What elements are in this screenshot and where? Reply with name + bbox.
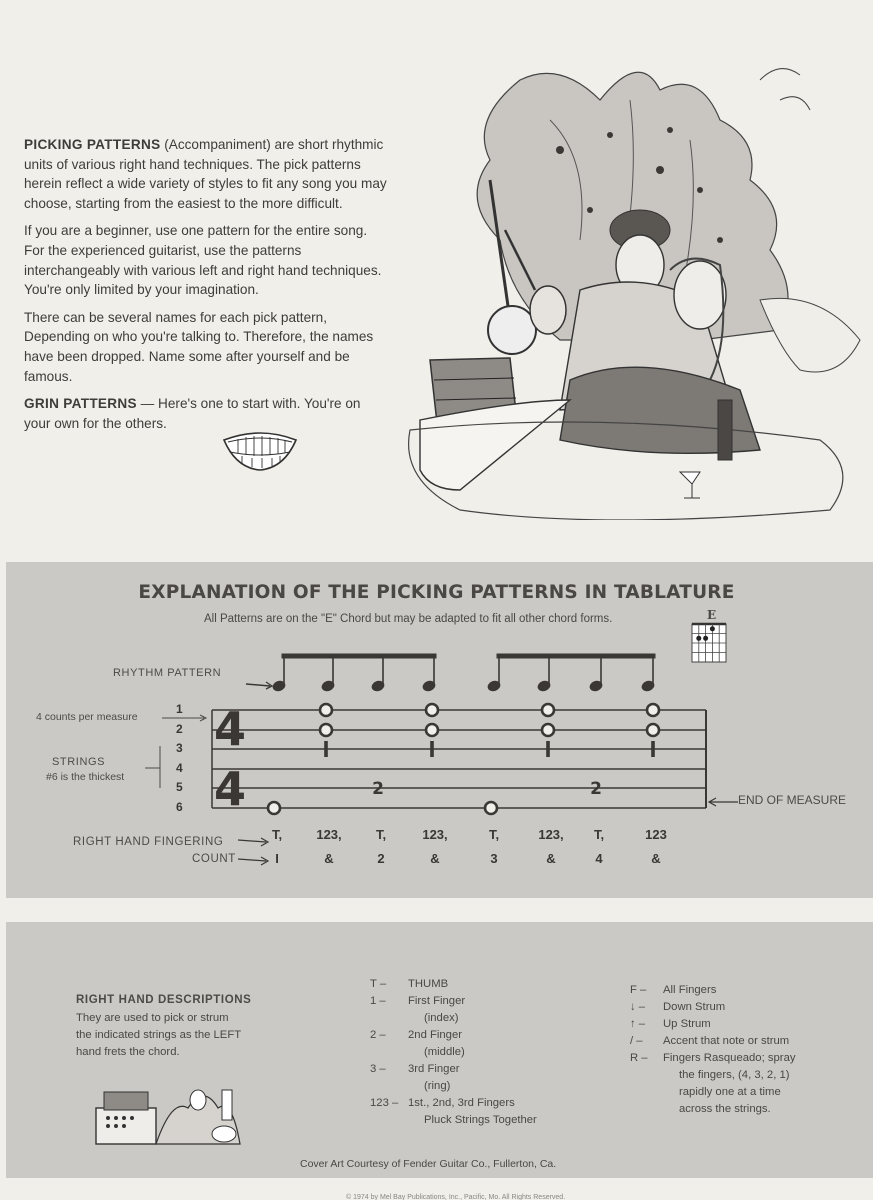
legend-value: THUMB: [408, 978, 449, 990]
count-mark: 3: [490, 851, 498, 866]
counts-per-measure-label: 4 counts per measure: [36, 711, 138, 723]
cover-art-credit: Cover Art Courtesy of Fender Guitar Co., Fullerton, Ca.: [300, 1158, 557, 1170]
grin-patterns-text: — Here's one to start with. You're on your own for the others.: [24, 396, 361, 431]
legend-value: First Finger: [408, 995, 466, 1007]
end-of-measure-arrow: [706, 796, 740, 808]
string-number: 6: [176, 800, 183, 814]
legend-value: across the strings.: [679, 1103, 771, 1115]
fingering-mark: T,: [593, 827, 605, 842]
legend-key: 2 –: [370, 1029, 386, 1041]
legend-key: 123 –: [370, 1097, 399, 1109]
fingering-mark: T,: [271, 827, 283, 842]
open-string-note: [647, 704, 659, 716]
count-mark: &: [651, 851, 661, 866]
thickest-string-label: #6 is the thickest: [46, 771, 125, 783]
open-string-note: [546, 741, 550, 757]
right-hand-fingering-label: RIGHT HAND FINGERING: [73, 836, 224, 848]
count-mark: &: [324, 851, 334, 866]
open-string-note: [426, 704, 438, 716]
grin-patterns-heading: GRIN PATTERNS: [24, 396, 137, 412]
open-string-note: [430, 741, 434, 757]
legend-key: F –: [630, 984, 647, 996]
count-mark: &: [430, 851, 440, 866]
open-string-note: [542, 704, 554, 716]
description-line: hand frets the chord.: [76, 1046, 180, 1058]
count-mark: 2: [377, 851, 385, 866]
time-signature-top: 4: [214, 702, 247, 756]
legend-key: 3 –: [370, 1063, 386, 1075]
fingering-mark: T,: [488, 827, 500, 842]
description-line: the indicated strings as the LEFT: [76, 1029, 242, 1041]
string-number: 1: [176, 702, 183, 716]
description-line: They are used to pick or strum: [76, 1012, 229, 1024]
intro-paragraph-3: There can be several names for each pick pattern, Depending on who you're talking to. Therefore, the names have been dropped. Name some after yourself and be famous.: [24, 309, 374, 384]
rhythm-pattern-label: RHYTHM PATTERN: [113, 667, 222, 679]
legend-key: R –: [630, 1052, 648, 1064]
right-hand-descriptions-text: [76, 1010, 241, 1061]
legend-value: 2nd Finger: [408, 1029, 463, 1041]
fingering-mark: 123: [645, 827, 667, 842]
legend-value: All Fingers: [663, 984, 717, 996]
fret-number: 2: [590, 779, 602, 799]
legend-key: T –: [370, 978, 387, 990]
copyright-text: © 1974 by Mel Bay Publications, Inc., Pacific, Mo. All Rights Reserved.: [346, 1194, 566, 1200]
string-number: 5: [176, 780, 183, 794]
legend-value: (middle): [424, 1046, 465, 1058]
string-number: 3: [176, 741, 183, 755]
strings-label: STRINGS: [52, 756, 106, 768]
open-string-note: [651, 741, 655, 757]
right-hand-descriptions-heading: RIGHT HAND DESCRIPTIONS: [76, 994, 252, 1006]
fingering-mark: 123,: [422, 827, 448, 842]
string-number: 2: [176, 722, 183, 736]
count-label: COUNT: [192, 853, 236, 865]
legend-key: / –: [630, 1035, 643, 1047]
fret-number: 2: [372, 779, 384, 799]
open-string-note: [647, 724, 659, 736]
legend-key: ↑ –: [630, 1018, 646, 1030]
legend-key: 1 –: [370, 995, 386, 1007]
legend-value: Up Strum: [663, 1018, 711, 1030]
legend-value: (index): [424, 1012, 459, 1024]
legend-value: the fingers, (4, 3, 2, 1): [679, 1069, 790, 1081]
open-string-note: [426, 724, 438, 736]
fingering-mark: 123,: [538, 827, 564, 842]
legend-value: Down Strum: [663, 1001, 726, 1013]
legend-value: Fingers Rasqueado; spray: [663, 1052, 796, 1064]
string-number: 4: [176, 761, 183, 775]
legend-value: Accent that note or strum: [663, 1035, 790, 1047]
count-mark: I: [275, 851, 279, 866]
open-string-note: [320, 704, 332, 716]
count-mark: 4: [595, 851, 603, 866]
legend-value: 1st., 2nd, 3rd Fingers: [408, 1097, 515, 1109]
legend-value: (ring): [424, 1080, 451, 1092]
legend-key: ↓ –: [630, 1001, 646, 1013]
time-signature-bottom: 4: [214, 762, 247, 816]
legend-value: 3rd Finger: [408, 1063, 460, 1075]
fingering-mark: T,: [375, 827, 387, 842]
picking-patterns-heading: PICKING PATTERNS: [24, 137, 161, 152]
intro-paragraph-2: If you are a beginner, use one pattern for the entire song. For the experienced guitarist, use the patterns interchangeably with various left and right hand techniques. You're only limited by your imagination.: [24, 223, 382, 298]
cash-register-illustration: [92, 1078, 244, 1150]
chord-name: E: [707, 608, 717, 622]
open-string-note: [320, 724, 332, 736]
open-string-note: [324, 741, 328, 757]
tablature-subtitle: All Patterns are on the "E" Chord but may be adapted to fit all other chord forms.: [204, 613, 613, 625]
open-string-note: [485, 802, 497, 814]
fingering-mark: 123,: [316, 827, 342, 842]
picking-patterns-text: (Accompaniment) are short rhythmic units of various right hand techniques. The pick patterns herein reflect a wide variety of styles to fit any song you may choose, starting from the easiest to the more difficult.: [24, 137, 387, 211]
open-string-note: [542, 724, 554, 736]
end-of-measure-label: END OF MEASURE: [738, 793, 847, 807]
legend-value: rapidly one at a time: [679, 1086, 781, 1098]
tablature-title: EXPLANATION OF THE PICKING PATTERNS IN TABLATURE: [138, 582, 735, 603]
open-string-note: [268, 802, 280, 814]
legend-value: Pluck Strings Together: [424, 1114, 537, 1126]
count-mark: &: [546, 851, 556, 866]
